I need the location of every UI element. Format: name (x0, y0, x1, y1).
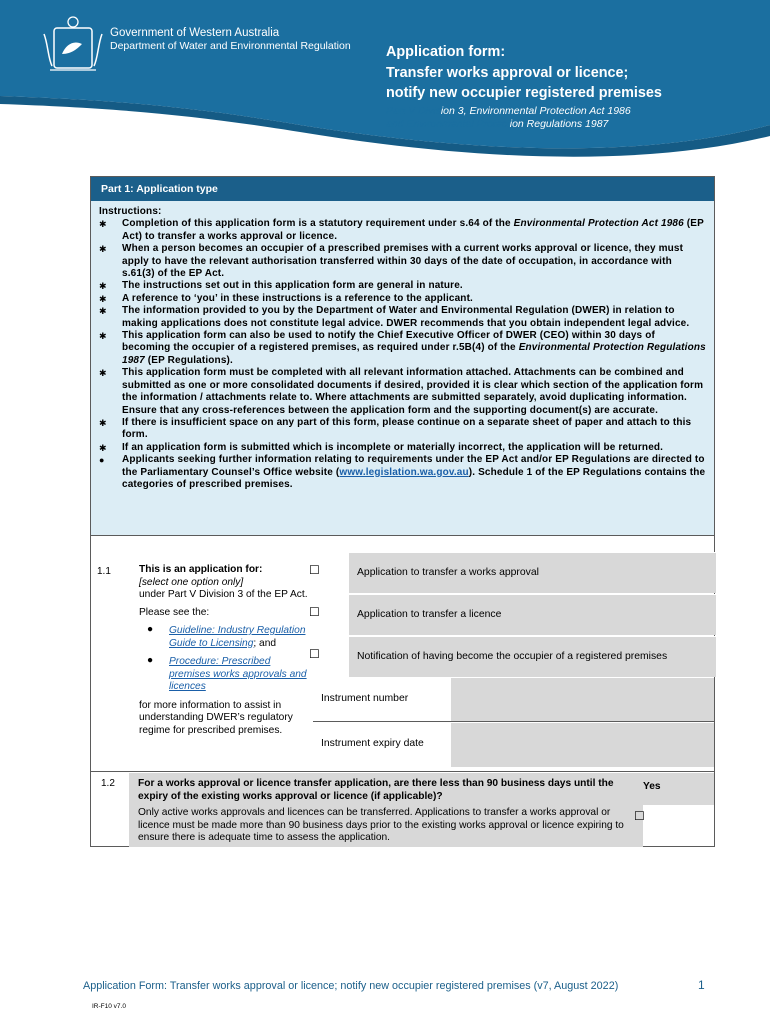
bullet-icon: ✱ (99, 417, 107, 428)
question-1-2-text (129, 773, 643, 847)
question-label: For a works approval or licence transfer application, are there less than 90 business days until the expiry of the existing works approval or licence (if applicable)? (138, 778, 614, 802)
bullet-icon: ✱ (99, 293, 107, 304)
page-number: 1 (698, 978, 705, 992)
yes-label: Yes (643, 773, 714, 805)
bullet-icon: ✱ (99, 281, 107, 292)
wa-crest-logo (40, 14, 106, 74)
question-under-text: under Part V Division 3 of the EP Act. (139, 589, 308, 600)
option-label: Application to transfer a licence (357, 609, 502, 620)
instruction-item: ✱ The information provided to you by the Department of Water and Environmental Regulation (DWER) in relation to making applications does not constitute legal advice. DWER recommends that you obtain independent legal advice. (99, 305, 690, 329)
question-number: 1.1 (97, 566, 111, 577)
department-name: Department of Water and Environmental Regulation (110, 40, 351, 52)
guidance-links (139, 625, 309, 694)
instrument-expiry-field[interactable] (451, 723, 714, 767)
instruction-item: ✱ When a person becomes an occupier of a prescribed premises with a current works approval or licence, they must apply to have the relevant authorisation transferred within 30 days of the date of occupation, in accordance with s.61(3) of the EP Act. (99, 243, 684, 280)
option-transfer-licence[interactable] (309, 594, 716, 635)
bullet-icon: ✱ (99, 442, 107, 453)
yes-checkbox[interactable]: ☐ (634, 809, 645, 823)
instrument-expiry-label: Instrument expiry date (321, 738, 424, 749)
question-number: 1.2 (101, 778, 115, 789)
guideline-link[interactable]: Guideline: Industry Regulation Guide to Licensing (169, 625, 306, 649)
instruction-item: ● Applicants seeking further information relating to requirements under the EP Act and/or EP Regulations are directed to the Parliamentary Counsel’s Office website (www.legislation.wa.gov.au). Schedule 1 of the EP Regulations contains the categories of prescribed premises. (99, 454, 706, 490)
footer-text: Application Form: Transfer works approval or licence; notify new occupier registered premises (v7, August 2022) (83, 980, 619, 992)
bullet-icon: ✱ (99, 219, 107, 230)
bullet-icon: ✱ (99, 368, 107, 379)
bullet-icon: ● (147, 624, 154, 635)
form-title (386, 42, 662, 104)
checkbox[interactable]: ☐ (309, 563, 320, 577)
instructions-panel (91, 201, 714, 536)
question-label: This is an application for: (139, 564, 263, 575)
guidance-link-item: ● Guideline: Industry Regulation Guide to Licensing; and (147, 624, 306, 649)
form-title-line: notify new occupier registered premises (386, 85, 662, 101)
legislation-website-link[interactable]: www.legislation.wa.gov.au (339, 466, 469, 478)
instruction-item: ✱ If there is insufficient space on any part of this form, please continue on a separate sheet of paper and attach to this form. (99, 416, 692, 441)
bullet-icon: ● (147, 655, 154, 666)
instruction-item: ✱ If an application form is submitted which is incomplete or materially incorrect, the application will be returned. (99, 441, 664, 453)
guidance-link-item (139, 656, 309, 694)
question-1-1 (91, 561, 714, 772)
organisation-name (110, 27, 351, 52)
form-title-line: Transfer works approval or licence; (386, 64, 629, 81)
form-code: IR-F10 v7.0 (92, 1003, 126, 1010)
form-legislation-subtitle: Part V Division 3, Environmental Protection Act 1986 and Environmental Protection Regulations 1987 (386, 105, 631, 130)
instructions-label: Instructions: (99, 206, 162, 217)
bullet-icon: ✱ (99, 244, 107, 255)
option-transfer-works-approval[interactable] (309, 552, 716, 593)
instruction-item: ✱ Completion of this application form is a statutory requirement under s.64 of the Environmental Protection Act 1986 (EP Act) to transfer a works approval or licence. (99, 218, 704, 242)
bullet-icon: ✱ (99, 331, 107, 342)
bullet-icon: ● (99, 455, 105, 466)
question-1-1-text (139, 564, 309, 737)
government-name: Government of Western Australia (110, 27, 280, 39)
page-header (0, 0, 770, 160)
subtitle-line-1: ion 3, Environmental Protection Act 1986 (440, 105, 631, 117)
question-1-2 (91, 773, 714, 847)
question-note: Only active works approvals and licences can be transferred. Applications to transfer a works approval or licence must be made more than 90 business days prior to the existing works approval or licence expiring to ensure there is adequate time to assess the application. (138, 807, 624, 843)
part1-heading: Part 1: Application type (91, 177, 714, 201)
bullet-icon: ✱ (99, 306, 107, 317)
instruction-item: ✱ This application form must be completed with all relevant information attached. Attachments can be combined and submitted as one or more consolidated documents if desired, provided it is clear which section of the application form the information / attachments relate to. Where attachments are submitted separately, avoid duplicating information. Ensure that any cross-references between the application form and the supporting document(s) are accurate. (99, 367, 704, 416)
instrument-number-label: Instrument number (321, 693, 409, 704)
instruction-item: ✱ A reference to ‘you’ in these instructions is a reference to the applicant. (99, 292, 473, 304)
option-label: Application to transfer a works approval (357, 567, 539, 578)
checkbox[interactable]: ☐ (309, 605, 320, 619)
subtitle-line-2: ion Regulations 1987 (509, 118, 609, 130)
part1-section (90, 176, 715, 847)
instrument-expiry-row (313, 723, 714, 767)
checkbox[interactable]: ☐ (309, 647, 320, 661)
instruction-item: ✱ This application form can also be used to notify the Chief Executive Officer of DWER (CEO) within 30 days of becoming the occupier of a registered premises, as required under r.5B(4) of the Environmental Protection Regulations 1987 (EP Regulations). (99, 330, 706, 366)
instrument-number-row (313, 678, 714, 722)
form-title-line: Application form: (386, 44, 506, 60)
option-label: Notification of having become the occupier of a registered premises (357, 651, 668, 662)
instruction-item: ✱ The instructions set out in this application form are general in nature. (99, 280, 463, 292)
option-notify-occupier[interactable] (309, 636, 716, 677)
procedure-link[interactable]: Procedure: Prescribed premises works approvals and licences (169, 656, 307, 692)
please-see-text: Please see the: (139, 606, 210, 618)
question-hint: [select one option only] (139, 576, 244, 588)
more-info-text: for more information to assist in understanding DWER’s regulatory regime for prescribed premises. (139, 699, 293, 736)
instructions-list (99, 218, 706, 491)
instrument-number-field[interactable] (451, 678, 714, 721)
